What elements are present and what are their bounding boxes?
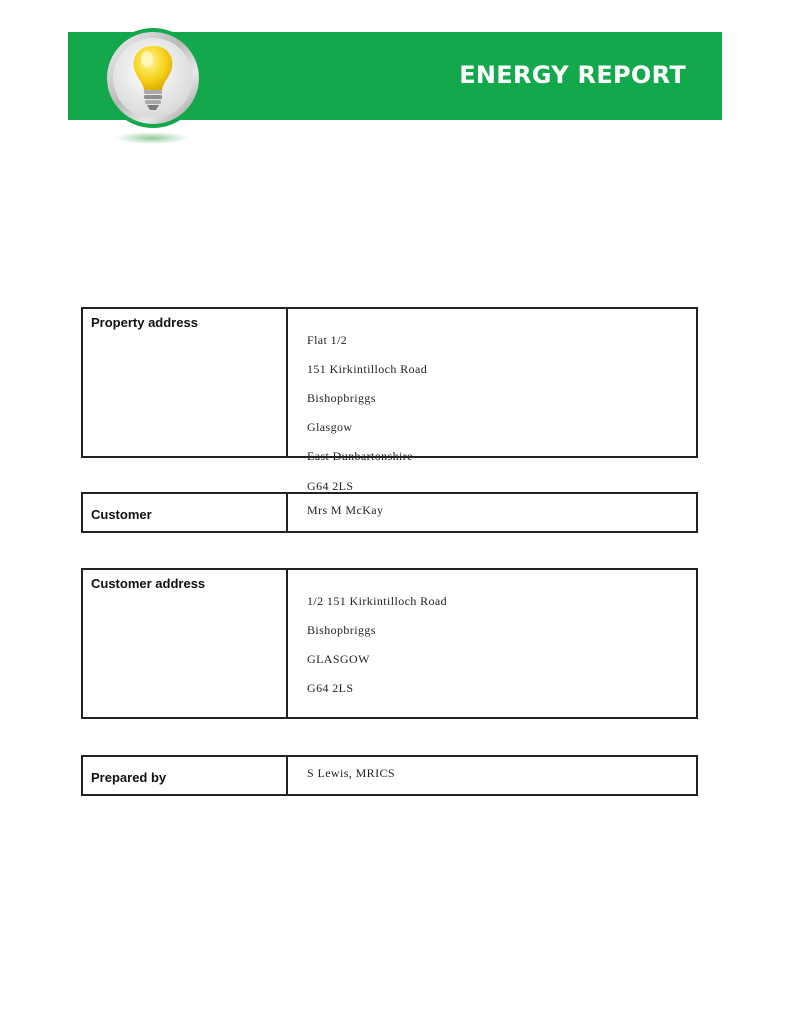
- property-address-line: Flat 1/2: [307, 332, 348, 347]
- property-address-label: Property address: [83, 309, 288, 456]
- property-address-value: [288, 309, 696, 493]
- customer-address-label: Customer address: [83, 570, 288, 717]
- report-title: ENERGY REPORT: [459, 61, 686, 89]
- property-address-line: 151 Kirkintilloch Road: [307, 361, 428, 376]
- customer-address-line: GLASGOW: [307, 651, 370, 666]
- customer-address-table: [81, 568, 698, 719]
- property-address-line: East Dunbartonshire: [307, 449, 413, 464]
- property-address-line: Bishopbriggs: [307, 390, 376, 405]
- customer-value: Mrs M McKay: [307, 503, 384, 517]
- customer-table: [81, 492, 698, 533]
- customer-address-line: 1/2 151 Kirkintilloch Road: [307, 593, 448, 608]
- lightbulb-icon: [100, 22, 206, 134]
- customer-address-line: Bishopbriggs: [307, 622, 376, 637]
- customer-label: Customer: [83, 494, 288, 531]
- prepared-by-table: [81, 755, 698, 796]
- property-address-table: [81, 307, 698, 493]
- property-address-line: Glasgow: [307, 420, 353, 435]
- property-address-line: G64 2LS: [307, 478, 354, 493]
- customer-address-value: [288, 570, 696, 717]
- customer-address-line: G64 2LS: [307, 681, 354, 696]
- prepared-by-label: Prepared by: [83, 757, 288, 794]
- prepared-by-value: S Lewis, MRICS: [307, 766, 395, 780]
